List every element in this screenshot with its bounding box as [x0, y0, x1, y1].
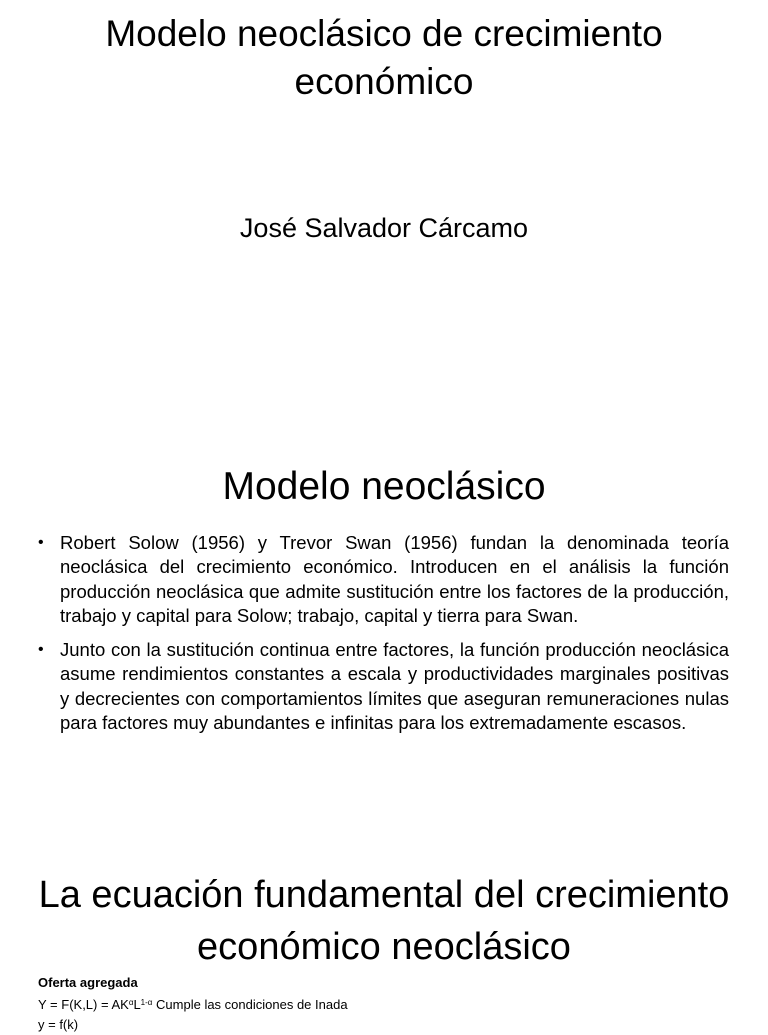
slide-ecuacion-fundamental [0, 869, 768, 1032]
bullet-list [0, 531, 768, 735]
formula-prefix: Y = F(K,L) = AK [38, 997, 129, 1012]
bullet-text: Junto con la sustitución continua entre factores, la función producción neoclásica asume rendimientos constantes a escala y productividades marginales positivas y decrecientes con comportamientos límites que aseguran remuneraciones nulas para factores muy abundantes e infinitas para los extremadamente escasos. [60, 639, 729, 734]
bullet-text: Robert Solow (1956) y Trevor Swan (1956) fundan la denominada teoría neoclásica del crecimiento económico. Introducen en el análisis la función producción neoclásica que admite sustitución entre los factores de la producción, trabajo y capital para Solow; trabajo, capital y tierra para Swan. [60, 532, 729, 626]
one-minus-alpha-exponent: 1-α [140, 998, 153, 1007]
formula-heading: Oferta agregada [38, 975, 138, 990]
slide-heading: Modelo neoclásico [222, 465, 546, 508]
intensive-form: y = f(k) [38, 1017, 79, 1032]
formula-mid: L [133, 997, 141, 1012]
alpha-exponent: α [128, 998, 134, 1007]
presentation-title: Modelo neoclásico de crecimiento económico [105, 13, 663, 102]
author-name: José Salvador Cárcamo [239, 213, 529, 243]
formula-block [38, 973, 348, 1035]
slide-title-page [0, 10, 768, 300]
bullet-dot-icon: • [38, 641, 44, 659]
production-function [38, 993, 348, 1015]
slide-modelo-neoclasico [0, 463, 768, 823]
slide-heading: La ecuación fundamental del crecimiento económico neoclásico [38, 874, 730, 968]
formula-suffix: Cumple las condiciones de Inada [152, 997, 348, 1012]
bullet-item [38, 638, 729, 735]
bullet-item [38, 531, 729, 628]
bullet-dot-icon: • [38, 534, 44, 551]
